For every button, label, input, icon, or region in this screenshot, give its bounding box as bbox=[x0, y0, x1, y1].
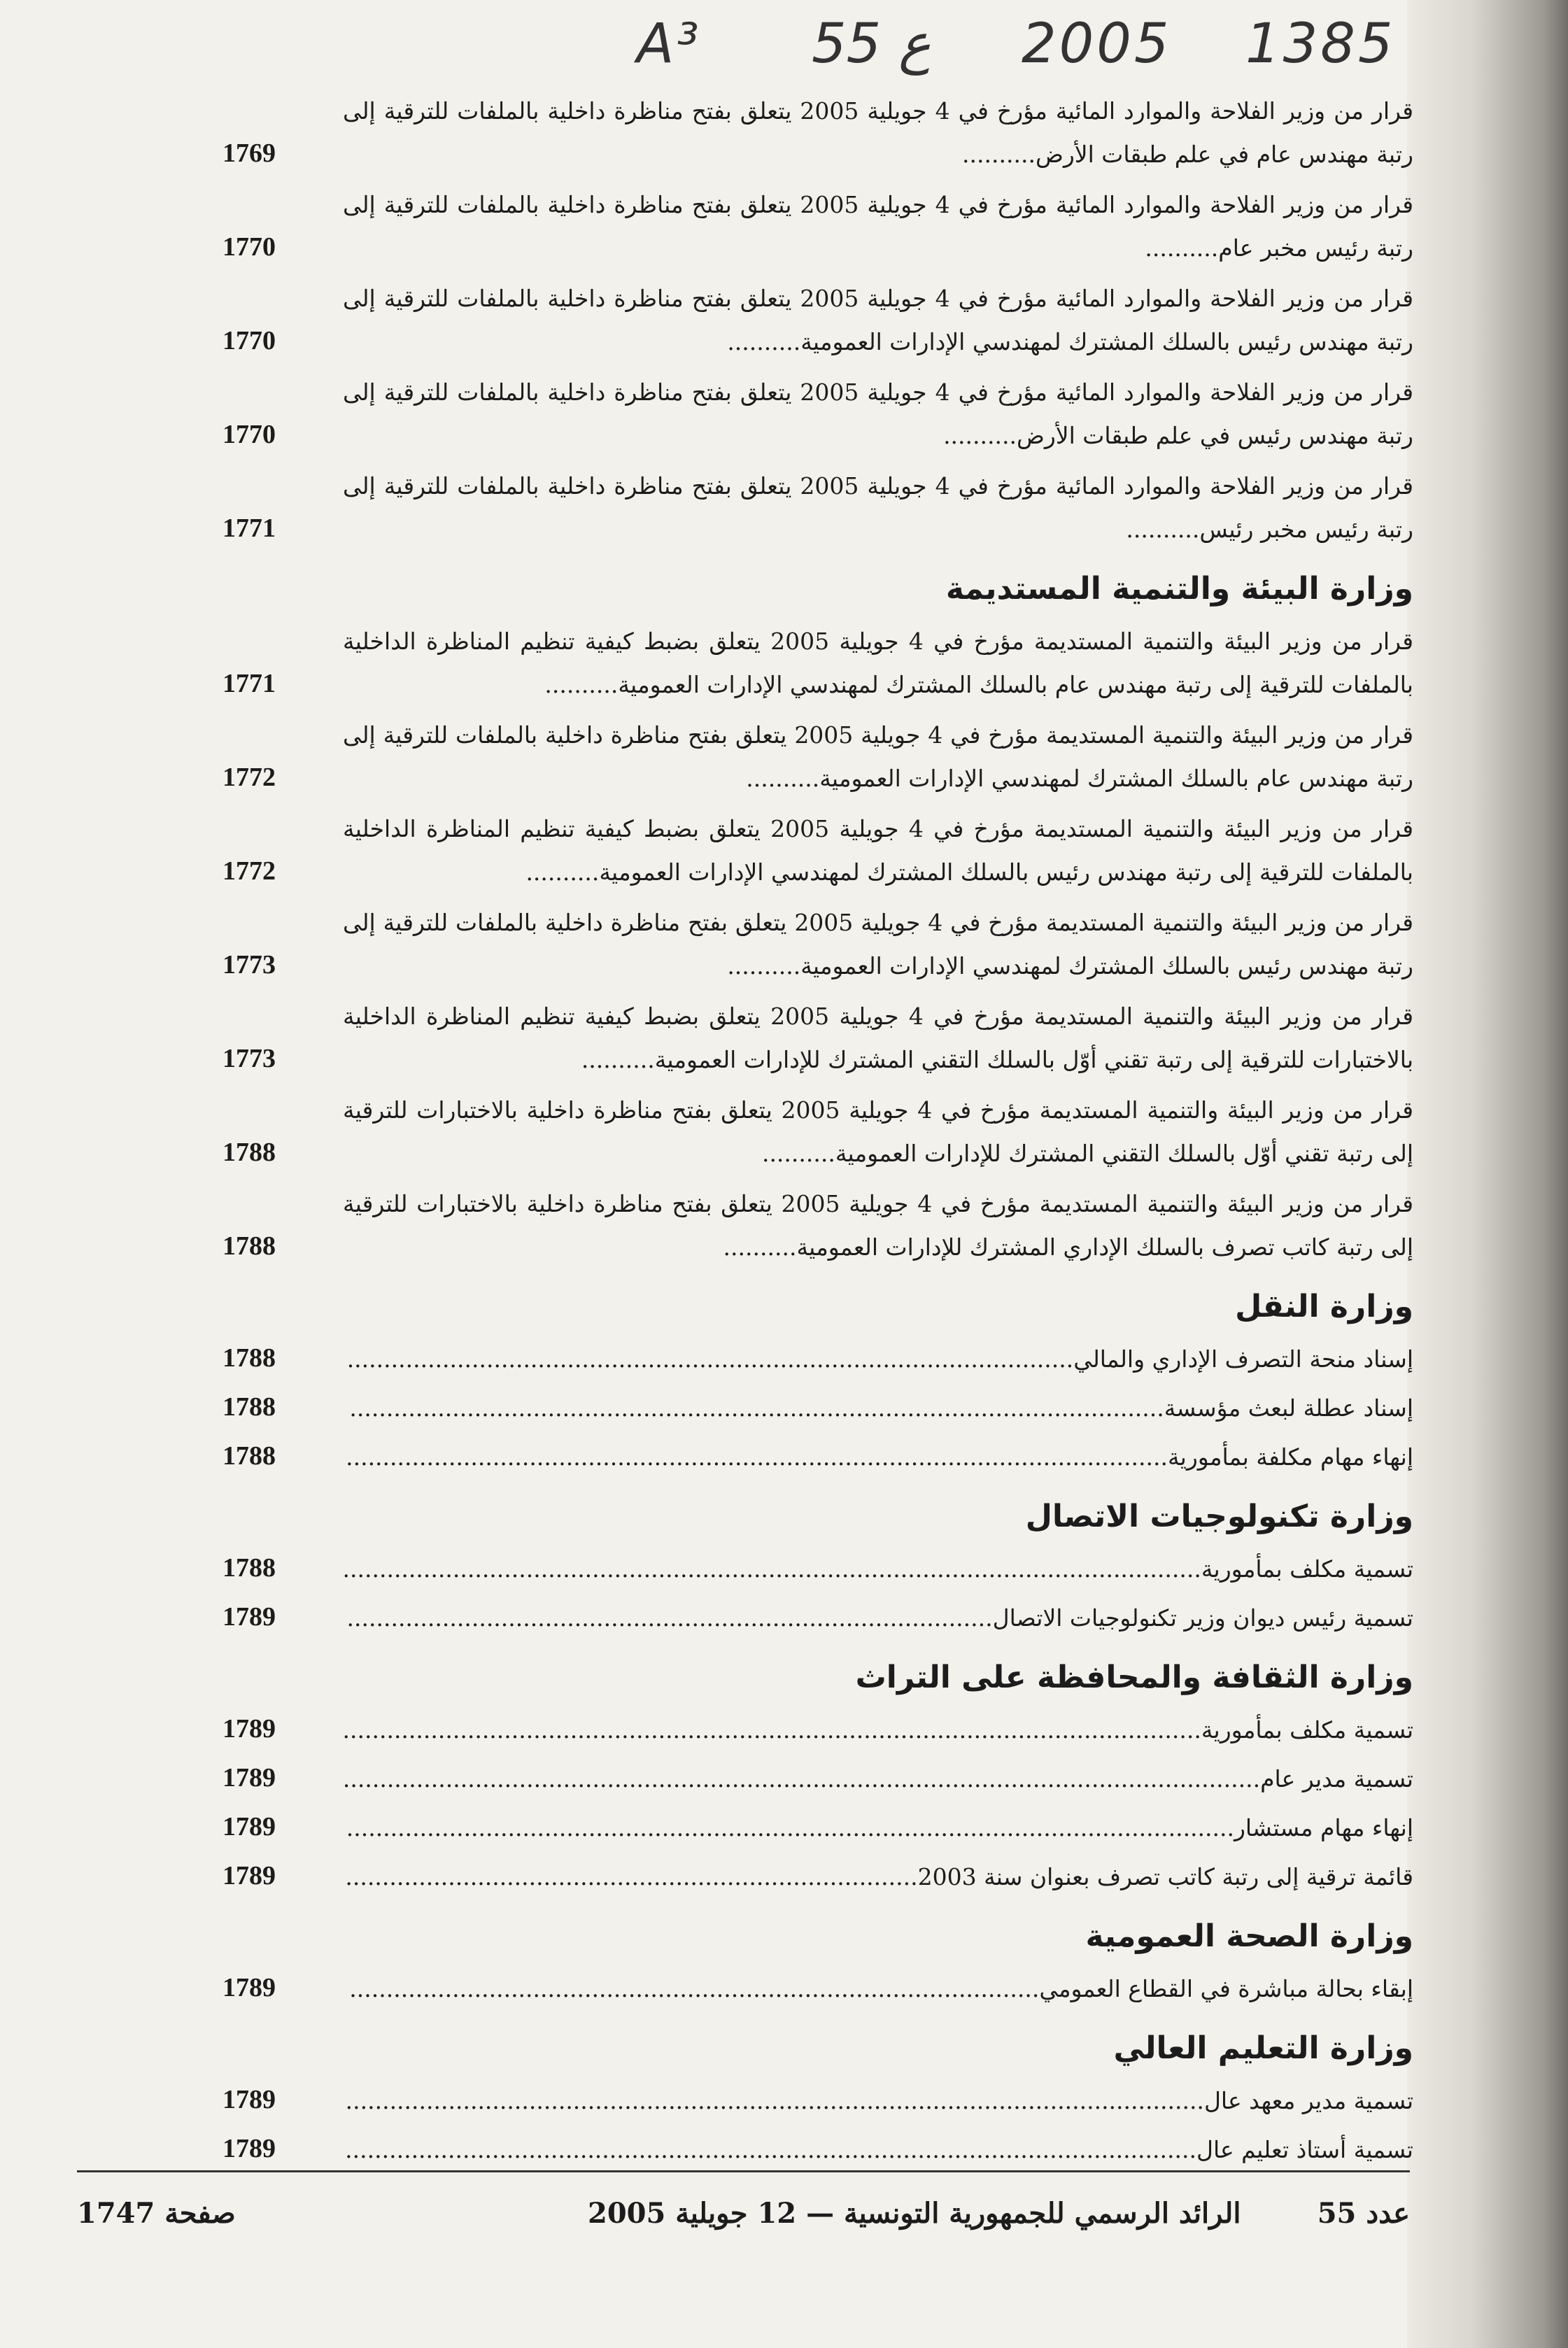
leader-dots: .......... bbox=[723, 1233, 797, 1261]
toc-entry-text: تسمية مدير معهد عال bbox=[1203, 2087, 1413, 2114]
leader-dots: .......... bbox=[761, 1140, 835, 1167]
toc-entry-text: قرار من وزير البيئة والتنمية المستديمة مؤرخ في 4 جويلية 2005 يتعلق بفتح مناظرة داخلية بالاختبارات للترقية إلى رتبة كاتب تصرف بالسلك الإداري المشترك للإدارات العمومية bbox=[343, 1190, 1414, 1261]
toc-entry-text: قرار من وزير البيئة والتنمية المستديمة مؤرخ في 4 جويلية 2005 يتعلق بفتح مناظرة داخلية بالملفات للترقية إلى رتبة مهندس عام بالسلك المشترك لمهندسي الإدارات العمومية bbox=[343, 721, 1413, 792]
leader-dots: .......... bbox=[1126, 516, 1200, 543]
handwritten-note-1: A³ bbox=[637, 13, 702, 76]
toc-page-number: 1773 bbox=[223, 1044, 276, 1073]
toc-entry[interactable] bbox=[210, 1597, 1413, 1640]
toc-page-number: 1789 bbox=[223, 2134, 276, 2163]
ministry-heading: وزارة الصحة العمومية bbox=[1085, 1918, 1413, 1954]
toc-entry[interactable] bbox=[210, 183, 1413, 270]
toc-page-number: 1769 bbox=[223, 139, 276, 168]
toc-entry-text: قرار من وزير الفلاحة والموارد المائية مؤرخ في 4 جويلية 2005 يتعلق بفتح مناظرة داخلية بالملفات للترقية إلى رتبة مهندس عام في علم طبقات الأرض bbox=[343, 97, 1413, 168]
toc-entry[interactable] bbox=[210, 1709, 1413, 1752]
toc-entry-text: إسناد منحة التصرف الإداري والمالي bbox=[1073, 1345, 1413, 1373]
toc-entry-text: تسمية مكلف بمأمورية bbox=[1201, 1716, 1413, 1744]
toc-page-number: 1772 bbox=[223, 763, 276, 792]
toc-entry-text: قرار من وزير البيئة والتنمية المستديمة مؤرخ في 4 جويلية 2005 يتعلق بضبط كيفية تنظيم المناظرة الداخلية بالملفات للترقية إلى رتبة مهندس رئيس بالسلك المشترك لمهندسي الإدارات العمومية bbox=[343, 815, 1413, 886]
leader-dots: ..................................................................................................................... bbox=[345, 2087, 1204, 2114]
leader-dots: .......... bbox=[727, 952, 801, 979]
toc-entry[interactable] bbox=[210, 465, 1413, 551]
page-edge-shadow bbox=[1407, 0, 1568, 2348]
toc-entry-text: تسمية مكلف بمأمورية bbox=[1201, 1555, 1413, 1583]
toc-entry[interactable] bbox=[210, 901, 1413, 988]
toc-page-number: 1789 bbox=[223, 1812, 276, 1841]
leader-dots: .............................................................................. bbox=[345, 1863, 918, 1890]
toc-entry[interactable] bbox=[210, 1436, 1413, 1479]
toc-entry-text: تسمية أستاذ تعليم عال bbox=[1196, 2136, 1413, 2163]
leader-dots: .......... bbox=[943, 422, 1017, 449]
toc-entry[interactable] bbox=[210, 1758, 1413, 1801]
leader-dots: ......................................................................................................................... bbox=[346, 1814, 1234, 1841]
leader-dots: .......... bbox=[727, 328, 801, 355]
toc-page-number: 1789 bbox=[223, 1714, 276, 1744]
toc-entry-text: إبقاء بحالة مباشرة في القطاع العمومي bbox=[1039, 1975, 1413, 2002]
handwritten-note-2: 55 ع bbox=[812, 13, 931, 76]
toc-entry[interactable] bbox=[210, 1182, 1413, 1269]
toc-page-number: 1788 bbox=[223, 1343, 276, 1373]
toc-page-number: 1789 bbox=[223, 1973, 276, 2002]
footer-divider bbox=[77, 2170, 1410, 2172]
page-footer bbox=[77, 2197, 1410, 2239]
toc-entry-text: قرار من وزير البيئة والتنمية المستديمة مؤرخ في 4 جويلية 2005 يتعلق بفتح مناظرة داخلية بالاختبارات للترقية إلى رتبة تقني أوّل بالسلك التقني المشترك للإدارات العمومية bbox=[343, 1096, 1414, 1167]
leader-dots: .......... bbox=[746, 765, 820, 792]
ministry-heading: وزارة البيئة والتنمية المستديمة bbox=[945, 571, 1413, 607]
toc-entry[interactable] bbox=[210, 1338, 1413, 1381]
toc-page-number: 1788 bbox=[223, 1138, 276, 1167]
toc-entry[interactable] bbox=[210, 1387, 1413, 1430]
leader-dots: ................................................................................................... bbox=[346, 1345, 1074, 1373]
toc-entry[interactable] bbox=[210, 2079, 1413, 2123]
toc-page-number: 1773 bbox=[223, 950, 276, 979]
ministry-heading: وزارة النقل bbox=[1235, 1289, 1413, 1324]
toc-entry-text: قرار من وزير الفلاحة والموارد المائية مؤرخ في 4 جويلية 2005 يتعلق بفتح مناظرة داخلية بالملفات للترقية إلى رتبة رئيس مخبر رئيس bbox=[343, 472, 1413, 543]
footer-title: الرائد الرسمي للجمهورية التونسية — 12 جويلية 2005 bbox=[588, 2197, 1241, 2230]
leader-dots: .............................................................................................. bbox=[349, 1975, 1040, 2002]
handwritten-note-4: 1385 bbox=[1245, 13, 1396, 76]
toc-entry[interactable] bbox=[210, 371, 1413, 458]
toc-page-number: 1788 bbox=[223, 1441, 276, 1471]
leader-dots: ..................................................................................................................... bbox=[343, 1555, 1201, 1583]
toc-entry-text: قرار من وزير الفلاحة والموارد المائية مؤرخ في 4 جويلية 2005 يتعلق بفتح مناظرة داخلية بالملفات للترقية إلى رتبة رئيس مخبر عام bbox=[343, 191, 1413, 262]
toc-page-number: 1770 bbox=[223, 420, 276, 449]
toc-page-number: 1789 bbox=[223, 1602, 276, 1632]
toc-entry[interactable] bbox=[210, 807, 1413, 894]
toc-entry-text: إنهاء مهام مستشار bbox=[1234, 1814, 1413, 1841]
toc-page-number: 1770 bbox=[223, 232, 276, 262]
toc-entry-text: قرار من وزير الفلاحة والموارد المائية مؤرخ في 4 جويلية 2005 يتعلق بفتح مناظرة داخلية بالملفات للترقية إلى رتبة مهندس رئيس بالسلك المشترك لمهندسي الإدارات العمومية bbox=[343, 285, 1413, 355]
toc-page-number: 1772 bbox=[223, 856, 276, 886]
leader-dots: .......... bbox=[544, 671, 619, 698]
leader-dots: ................................................................................................................ bbox=[346, 1443, 1168, 1471]
toc-page-number: 1788 bbox=[223, 1553, 276, 1583]
toc-entry[interactable] bbox=[210, 90, 1413, 176]
leader-dots: .................................................................................................................... bbox=[345, 2136, 1196, 2163]
toc-page-number: 1788 bbox=[223, 1392, 276, 1422]
toc-entry[interactable] bbox=[210, 2128, 1413, 2172]
toc-entry-text: قرار من وزير البيئة والتنمية المستديمة مؤرخ في 4 جويلية 2005 يتعلق بفتح مناظرة داخلية بالملفات للترقية إلى رتبة مهندس رئيس بالسلك المشترك لمهندسي الإدارات العمومية bbox=[343, 909, 1413, 979]
leader-dots: .......... bbox=[962, 141, 1036, 168]
toc-entry-text: قرار من وزير الفلاحة والموارد المائية مؤرخ في 4 جويلية 2005 يتعلق بفتح مناظرة داخلية بالملفات للترقية إلى رتبة مهندس رئيس في علم طبقات الأرض bbox=[343, 379, 1413, 449]
leader-dots: ............................................................................................................................. bbox=[343, 1765, 1261, 1792]
toc-entry-text: تسمية رئيس ديوان وزير تكنولوجيات الاتصال bbox=[992, 1604, 1413, 1632]
handwritten-note bbox=[546, 13, 1396, 90]
leader-dots: .......... bbox=[581, 1046, 655, 1073]
leader-dots: ........................................................................................ bbox=[346, 1604, 993, 1632]
toc-entry[interactable] bbox=[210, 995, 1413, 1082]
toc-entry[interactable] bbox=[210, 1089, 1413, 1175]
toc-page-number: 1788 bbox=[223, 1231, 276, 1261]
ministry-heading: وزارة الثقافة والمحافظة على التراث bbox=[855, 1660, 1413, 1695]
footer-issue: عدد 55 bbox=[1317, 2197, 1410, 2230]
toc-entry[interactable] bbox=[210, 1855, 1413, 1899]
toc-entry-text: إسناد عطلة لبعث مؤسسة bbox=[1164, 1394, 1413, 1422]
toc-page-number: 1789 bbox=[223, 1861, 276, 1890]
toc-page-number: 1789 bbox=[223, 1763, 276, 1792]
toc-entry-text: إنهاء مهام مكلفة بمأمورية bbox=[1167, 1443, 1413, 1471]
toc-entry[interactable] bbox=[210, 277, 1413, 364]
ministry-heading: وزارة التعليم العالي bbox=[1113, 2030, 1413, 2066]
table-of-contents bbox=[210, 90, 1413, 2177]
toc-entry[interactable] bbox=[210, 1548, 1413, 1591]
toc-entry[interactable] bbox=[210, 714, 1413, 800]
toc-entry-text: قرار من وزير البيئة والتنمية المستديمة مؤرخ في 4 جويلية 2005 يتعلق بضبط كيفية تنظيم المناظرة الداخلية بالاختبارات للترقية إلى رتبة تقني أوّل بالسلك التقني المشترك للإدارات العمومية bbox=[343, 1003, 1413, 1073]
toc-entry-text: قرار من وزير البيئة والتنمية المستديمة مؤرخ في 4 جويلية 2005 يتعلق بضبط كيفية تنظيم المناظرة الداخلية بالملفات للترقية إلى رتبة مهندس عام بالسلك المشترك لمهندسي الإدارات العمومية bbox=[343, 628, 1413, 698]
toc-entry-text: قائمة ترقية إلى رتبة كاتب تصرف بعنوان سنة 2003 bbox=[917, 1863, 1413, 1890]
toc-entry[interactable] bbox=[210, 620, 1413, 707]
leader-dots: .......... bbox=[525, 858, 600, 886]
toc-entry[interactable] bbox=[210, 1806, 1413, 1850]
toc-page-number: 1771 bbox=[223, 514, 276, 543]
toc-page-number: 1771 bbox=[223, 669, 276, 698]
handwritten-note-3: 2005 bbox=[1022, 13, 1172, 76]
toc-page-number: 1789 bbox=[223, 2085, 276, 2114]
toc-entry-text: تسمية مدير عام bbox=[1260, 1765, 1413, 1792]
toc-entry[interactable] bbox=[210, 1967, 1413, 2011]
ministry-heading: وزارة تكنولوجيات الاتصال bbox=[1025, 1499, 1413, 1534]
leader-dots: ............................................................................................................... bbox=[349, 1394, 1164, 1422]
toc-page-number: 1770 bbox=[223, 326, 276, 355]
leader-dots: .......... bbox=[1145, 234, 1219, 262]
leader-dots: ..................................................................................................................... bbox=[343, 1716, 1201, 1744]
footer-page-number: صفحة 1747 bbox=[77, 2197, 236, 2230]
